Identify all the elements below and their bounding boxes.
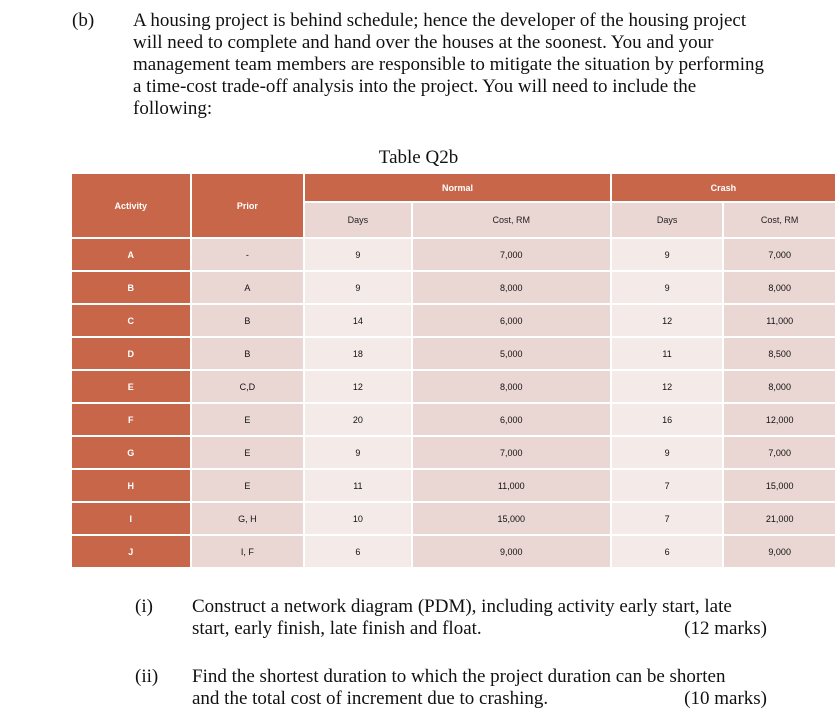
table-row xyxy=(71,370,836,403)
table-row xyxy=(71,502,836,535)
header-crash: Crash xyxy=(611,173,836,202)
header-normal-days: Days xyxy=(304,202,412,238)
question-label: (b) xyxy=(72,10,95,31)
cell-crash-days: 9 xyxy=(611,271,724,304)
cell-normal-cost: 15,000 xyxy=(412,502,611,535)
table-body xyxy=(71,238,836,568)
cell-prior: E xyxy=(191,469,305,502)
cell-normal-cost: 5,000 xyxy=(412,337,611,370)
cell-crash-days: 12 xyxy=(611,304,724,337)
header-prior: Prior xyxy=(191,173,305,238)
cell-prior: C,D xyxy=(191,370,305,403)
cell-normal-days: 9 xyxy=(304,436,412,469)
cell-activity: F xyxy=(71,403,191,436)
cell-activity: H xyxy=(71,469,191,502)
table-row xyxy=(71,436,836,469)
cell-crash-days: 7 xyxy=(611,469,724,502)
cell-prior: B xyxy=(191,304,305,337)
cell-normal-cost: 9,000 xyxy=(412,535,611,568)
table-row xyxy=(71,337,836,370)
cell-activity: G xyxy=(71,436,191,469)
item-ii-marks: (10 marks) xyxy=(684,688,767,709)
cell-prior: G, H xyxy=(191,502,305,535)
cell-normal-cost: 8,000 xyxy=(412,271,611,304)
cell-normal-days: 9 xyxy=(304,238,412,271)
cell-prior: A xyxy=(191,271,305,304)
activity-table xyxy=(70,172,837,569)
item-i-line1: Construct a network diagram (PDM), including activity early start, late xyxy=(192,596,732,617)
cell-prior: - xyxy=(191,238,305,271)
item-ii-line1: Find the shortest duration to which the project duration can be shorten xyxy=(192,666,726,687)
cell-crash-cost: 7,000 xyxy=(723,436,836,469)
cell-crash-cost: 15,000 xyxy=(723,469,836,502)
item-i-line2: start, early finish, late finish and float. xyxy=(192,618,482,639)
cell-activity: D xyxy=(71,337,191,370)
table-row xyxy=(71,469,836,502)
table-row xyxy=(71,304,836,337)
cell-activity: B xyxy=(71,271,191,304)
cell-activity: C xyxy=(71,304,191,337)
item-ii-label: (ii) xyxy=(135,666,159,687)
item-i-label: (i) xyxy=(135,596,153,617)
cell-normal-cost: 8,000 xyxy=(412,370,611,403)
cell-crash-days: 16 xyxy=(611,403,724,436)
cell-crash-days: 9 xyxy=(611,436,724,469)
cell-crash-cost: 7,000 xyxy=(723,238,836,271)
cell-crash-days: 9 xyxy=(611,238,724,271)
cell-crash-cost: 8,500 xyxy=(723,337,836,370)
cell-prior: B xyxy=(191,337,305,370)
cell-normal-cost: 6,000 xyxy=(412,403,611,436)
item-i-marks: (12 marks) xyxy=(684,618,767,639)
cell-activity: E xyxy=(71,370,191,403)
cell-prior: I, F xyxy=(191,535,305,568)
cell-activity: A xyxy=(71,238,191,271)
cell-crash-cost: 9,000 xyxy=(723,535,836,568)
cell-activity: J xyxy=(71,535,191,568)
cell-normal-cost: 7,000 xyxy=(412,436,611,469)
cell-crash-days: 7 xyxy=(611,502,724,535)
cell-normal-cost: 11,000 xyxy=(412,469,611,502)
cell-normal-days: 11 xyxy=(304,469,412,502)
cell-normal-days: 18 xyxy=(304,337,412,370)
cell-crash-cost: 8,000 xyxy=(723,271,836,304)
table-row xyxy=(71,403,836,436)
cell-normal-days: 20 xyxy=(304,403,412,436)
cell-crash-cost: 8,000 xyxy=(723,370,836,403)
table-caption: Table Q2b xyxy=(378,147,459,168)
cell-crash-days: 11 xyxy=(611,337,724,370)
cell-crash-days: 6 xyxy=(611,535,724,568)
cell-normal-days: 14 xyxy=(304,304,412,337)
cell-normal-days: 10 xyxy=(304,502,412,535)
cell-normal-days: 12 xyxy=(304,370,412,403)
header-activity: Activity xyxy=(71,173,191,238)
header-crash-days: Days xyxy=(611,202,724,238)
cell-activity: I xyxy=(71,502,191,535)
cell-normal-days: 9 xyxy=(304,271,412,304)
header-normal: Normal xyxy=(304,173,611,202)
item-ii-line2: and the total cost of increment due to crashing. xyxy=(192,688,549,709)
cell-normal-cost: 6,000 xyxy=(412,304,611,337)
cell-crash-cost: 12,000 xyxy=(723,403,836,436)
table-row xyxy=(71,535,836,568)
cell-prior: E xyxy=(191,436,305,469)
header-crash-cost: Cost, RM xyxy=(723,202,836,238)
cell-normal-days: 6 xyxy=(304,535,412,568)
question-text: A housing project is behind schedule; hence the developer of the housing project will need to complete and hand over the houses at the soonest. You and your management team members are responsible to mitigate the situation by performing a time-cost trade-off analysis into the project. You will need to include the following: xyxy=(133,10,765,119)
cell-prior: E xyxy=(191,403,305,436)
cell-crash-cost: 21,000 xyxy=(723,502,836,535)
cell-crash-cost: 11,000 xyxy=(723,304,836,337)
table-row xyxy=(71,271,836,304)
cell-normal-cost: 7,000 xyxy=(412,238,611,271)
header-normal-cost: Cost, RM xyxy=(412,202,611,238)
cell-crash-days: 12 xyxy=(611,370,724,403)
table-row xyxy=(71,238,836,271)
